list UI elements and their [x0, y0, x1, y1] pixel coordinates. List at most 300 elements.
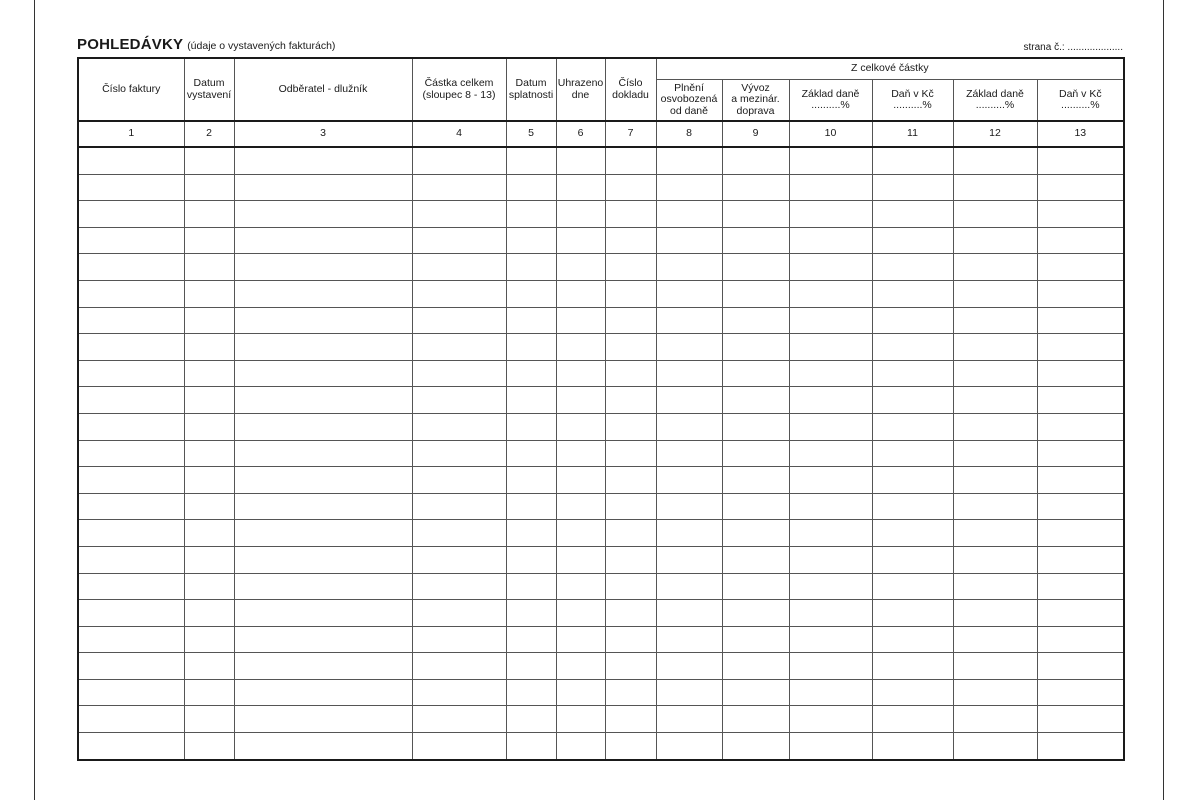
table-cell[interactable] — [78, 706, 184, 733]
table-cell[interactable] — [78, 653, 184, 680]
table-cell[interactable] — [722, 360, 789, 387]
table-cell[interactable] — [789, 147, 872, 174]
table-cell[interactable] — [506, 520, 556, 547]
table-cell[interactable] — [506, 201, 556, 228]
table-cell[interactable] — [872, 520, 953, 547]
table-cell[interactable] — [506, 413, 556, 440]
table-cell[interactable] — [872, 440, 953, 467]
table-cell[interactable] — [789, 546, 872, 573]
table-cell[interactable] — [605, 334, 656, 361]
table-cell[interactable] — [872, 360, 953, 387]
table-cell[interactable] — [184, 227, 234, 254]
table-cell[interactable] — [506, 493, 556, 520]
table-cell[interactable] — [506, 626, 556, 653]
table-cell[interactable] — [872, 600, 953, 627]
table-cell[interactable] — [234, 467, 412, 494]
table-cell[interactable] — [722, 334, 789, 361]
table-cell[interactable] — [234, 174, 412, 201]
table-cell[interactable] — [789, 227, 872, 254]
table-cell[interactable] — [234, 600, 412, 627]
table-cell[interactable] — [1037, 334, 1124, 361]
table-cell[interactable] — [412, 493, 506, 520]
table-cell[interactable] — [605, 626, 656, 653]
table-cell[interactable] — [412, 600, 506, 627]
table-cell[interactable] — [789, 733, 872, 760]
table-cell[interactable] — [656, 520, 722, 547]
table-cell[interactable] — [872, 626, 953, 653]
table-cell[interactable] — [872, 280, 953, 307]
table-cell[interactable] — [789, 706, 872, 733]
table-cell[interactable] — [78, 360, 184, 387]
table-cell[interactable] — [789, 201, 872, 228]
table-cell[interactable] — [605, 387, 656, 414]
table-cell[interactable] — [1037, 520, 1124, 547]
table-cell[interactable] — [872, 387, 953, 414]
table-cell[interactable] — [953, 227, 1037, 254]
table-cell[interactable] — [78, 573, 184, 600]
table-cell[interactable] — [78, 387, 184, 414]
table-cell[interactable] — [412, 147, 506, 174]
table-cell[interactable] — [953, 387, 1037, 414]
table-cell[interactable] — [953, 147, 1037, 174]
table-cell[interactable] — [872, 334, 953, 361]
table-cell[interactable] — [412, 706, 506, 733]
table-cell[interactable] — [605, 440, 656, 467]
table-cell[interactable] — [656, 733, 722, 760]
table-cell[interactable] — [789, 440, 872, 467]
table-cell[interactable] — [605, 653, 656, 680]
table-cell[interactable] — [722, 307, 789, 334]
table-cell[interactable] — [656, 201, 722, 228]
table-cell[interactable] — [506, 440, 556, 467]
table-cell[interactable] — [1037, 467, 1124, 494]
table-cell[interactable] — [872, 254, 953, 281]
table-cell[interactable] — [1037, 733, 1124, 760]
table-cell[interactable] — [184, 546, 234, 573]
table-cell[interactable] — [412, 679, 506, 706]
table-cell[interactable] — [953, 626, 1037, 653]
table-cell[interactable] — [506, 387, 556, 414]
table-cell[interactable] — [789, 467, 872, 494]
table-cell[interactable] — [234, 360, 412, 387]
table-cell[interactable] — [412, 174, 506, 201]
table-cell[interactable] — [872, 174, 953, 201]
table-cell[interactable] — [234, 493, 412, 520]
table-cell[interactable] — [1037, 201, 1124, 228]
table-cell[interactable] — [722, 653, 789, 680]
table-cell[interactable] — [78, 440, 184, 467]
table-cell[interactable] — [789, 600, 872, 627]
table-cell[interactable] — [412, 626, 506, 653]
table-cell[interactable] — [722, 147, 789, 174]
table-cell[interactable] — [78, 626, 184, 653]
table-cell[interactable] — [953, 733, 1037, 760]
table-cell[interactable] — [506, 653, 556, 680]
table-cell[interactable] — [184, 679, 234, 706]
table-cell[interactable] — [656, 360, 722, 387]
table-cell[interactable] — [1037, 254, 1124, 281]
table-cell[interactable] — [506, 706, 556, 733]
table-cell[interactable] — [184, 600, 234, 627]
table-cell[interactable] — [605, 413, 656, 440]
table-cell[interactable] — [556, 600, 605, 627]
table-cell[interactable] — [184, 573, 234, 600]
table-cell[interactable] — [506, 174, 556, 201]
table-cell[interactable] — [78, 413, 184, 440]
table-cell[interactable] — [789, 520, 872, 547]
table-cell[interactable] — [412, 467, 506, 494]
table-cell[interactable] — [722, 706, 789, 733]
table-cell[interactable] — [556, 653, 605, 680]
table-cell[interactable] — [506, 227, 556, 254]
table-cell[interactable] — [722, 626, 789, 653]
table-cell[interactable] — [605, 546, 656, 573]
table-cell[interactable] — [556, 520, 605, 547]
table-cell[interactable] — [953, 679, 1037, 706]
table-cell[interactable] — [953, 440, 1037, 467]
table-cell[interactable] — [506, 733, 556, 760]
table-cell[interactable] — [506, 360, 556, 387]
table-cell[interactable] — [412, 227, 506, 254]
table-cell[interactable] — [184, 626, 234, 653]
table-cell[interactable] — [412, 280, 506, 307]
table-cell[interactable] — [605, 573, 656, 600]
table-cell[interactable] — [656, 679, 722, 706]
table-cell[interactable] — [789, 254, 872, 281]
table-cell[interactable] — [722, 413, 789, 440]
table-cell[interactable] — [605, 307, 656, 334]
table-cell[interactable] — [412, 201, 506, 228]
table-cell[interactable] — [789, 573, 872, 600]
table-cell[interactable] — [506, 280, 556, 307]
table-cell[interactable] — [234, 706, 412, 733]
table-cell[interactable] — [789, 360, 872, 387]
table-cell[interactable] — [184, 334, 234, 361]
table-cell[interactable] — [656, 307, 722, 334]
table-cell[interactable] — [953, 174, 1037, 201]
table-cell[interactable] — [412, 653, 506, 680]
table-cell[interactable] — [953, 413, 1037, 440]
table-cell[interactable] — [789, 307, 872, 334]
table-cell[interactable] — [722, 440, 789, 467]
table-cell[interactable] — [556, 334, 605, 361]
table-cell[interactable] — [605, 706, 656, 733]
table-cell[interactable] — [184, 467, 234, 494]
table-cell[interactable] — [234, 413, 412, 440]
table-cell[interactable] — [556, 307, 605, 334]
table-cell[interactable] — [656, 573, 722, 600]
table-cell[interactable] — [506, 546, 556, 573]
table-cell[interactable] — [789, 387, 872, 414]
table-cell[interactable] — [556, 254, 605, 281]
table-cell[interactable] — [506, 254, 556, 281]
table-cell[interactable] — [234, 679, 412, 706]
table-cell[interactable] — [1037, 600, 1124, 627]
table-cell[interactable] — [722, 467, 789, 494]
table-cell[interactable] — [1037, 307, 1124, 334]
table-cell[interactable] — [872, 147, 953, 174]
table-cell[interactable] — [1037, 147, 1124, 174]
table-cell[interactable] — [78, 227, 184, 254]
table-cell[interactable] — [605, 600, 656, 627]
table-cell[interactable] — [953, 280, 1037, 307]
table-cell[interactable] — [234, 280, 412, 307]
table-cell[interactable] — [1037, 653, 1124, 680]
table-cell[interactable] — [184, 653, 234, 680]
table-cell[interactable] — [1037, 174, 1124, 201]
table-cell[interactable] — [722, 679, 789, 706]
table-cell[interactable] — [656, 334, 722, 361]
table-cell[interactable] — [722, 520, 789, 547]
table-cell[interactable] — [605, 254, 656, 281]
table-cell[interactable] — [872, 307, 953, 334]
table-cell[interactable] — [1037, 360, 1124, 387]
table-cell[interactable] — [234, 546, 412, 573]
table-cell[interactable] — [234, 520, 412, 547]
table-cell[interactable] — [953, 201, 1037, 228]
table-cell[interactable] — [789, 653, 872, 680]
table-cell[interactable] — [184, 733, 234, 760]
table-cell[interactable] — [953, 254, 1037, 281]
table-cell[interactable] — [506, 334, 556, 361]
table-cell[interactable] — [78, 600, 184, 627]
table-cell[interactable] — [722, 174, 789, 201]
table-cell[interactable] — [1037, 440, 1124, 467]
table-cell[interactable] — [506, 573, 556, 600]
table-cell[interactable] — [184, 706, 234, 733]
table-cell[interactable] — [556, 360, 605, 387]
table-cell[interactable] — [412, 520, 506, 547]
table-cell[interactable] — [506, 679, 556, 706]
table-cell[interactable] — [556, 626, 605, 653]
table-cell[interactable] — [506, 600, 556, 627]
table-cell[interactable] — [234, 387, 412, 414]
table-cell[interactable] — [872, 227, 953, 254]
table-cell[interactable] — [722, 227, 789, 254]
table-cell[interactable] — [234, 573, 412, 600]
table-cell[interactable] — [789, 493, 872, 520]
table-cell[interactable] — [789, 280, 872, 307]
table-cell[interactable] — [556, 413, 605, 440]
table-cell[interactable] — [556, 573, 605, 600]
table-cell[interactable] — [1037, 280, 1124, 307]
table-cell[interactable] — [234, 334, 412, 361]
table-cell[interactable] — [656, 147, 722, 174]
table-cell[interactable] — [605, 493, 656, 520]
table-cell[interactable] — [184, 387, 234, 414]
table-cell[interactable] — [1037, 227, 1124, 254]
table-cell[interactable] — [656, 440, 722, 467]
table-cell[interactable] — [953, 360, 1037, 387]
table-cell[interactable] — [656, 653, 722, 680]
column-number-2: 2 — [184, 121, 234, 147]
table-cell[interactable] — [872, 493, 953, 520]
table-cell[interactable] — [656, 706, 722, 733]
table-cell[interactable] — [953, 653, 1037, 680]
table-cell[interactable] — [656, 280, 722, 307]
table-cell[interactable] — [556, 147, 605, 174]
table-cell[interactable] — [184, 254, 234, 281]
table-cell[interactable] — [184, 201, 234, 228]
table-cell[interactable] — [722, 493, 789, 520]
table-cell[interactable] — [234, 733, 412, 760]
table-cell[interactable] — [234, 440, 412, 467]
table-cell[interactable] — [78, 467, 184, 494]
table-cell[interactable] — [556, 440, 605, 467]
table-cell[interactable] — [556, 733, 605, 760]
table-cell[interactable] — [605, 147, 656, 174]
table-cell[interactable] — [78, 733, 184, 760]
table-cell[interactable] — [605, 360, 656, 387]
table-cell[interactable] — [872, 413, 953, 440]
table-cell[interactable] — [556, 227, 605, 254]
table-cell[interactable] — [789, 413, 872, 440]
table-cell[interactable] — [953, 706, 1037, 733]
table-cell[interactable] — [722, 546, 789, 573]
table-cell[interactable] — [872, 653, 953, 680]
table-cell[interactable] — [184, 307, 234, 334]
table-cell[interactable] — [953, 546, 1037, 573]
table-cell[interactable] — [722, 733, 789, 760]
table-cell[interactable] — [1037, 706, 1124, 733]
table-cell[interactable] — [234, 254, 412, 281]
table-cell[interactable] — [184, 147, 234, 174]
table-cell[interactable] — [722, 280, 789, 307]
table-cell[interactable] — [605, 227, 656, 254]
table-cell[interactable] — [556, 201, 605, 228]
table-cell[interactable] — [412, 360, 506, 387]
table-cell[interactable] — [1037, 413, 1124, 440]
table-cell[interactable] — [78, 254, 184, 281]
table-cell[interactable] — [656, 626, 722, 653]
table-cell[interactable] — [184, 174, 234, 201]
table-cell[interactable] — [722, 573, 789, 600]
table-cell[interactable] — [953, 307, 1037, 334]
table-cell[interactable] — [656, 467, 722, 494]
table-cell[interactable] — [184, 440, 234, 467]
table-cell[interactable] — [78, 679, 184, 706]
table-cell[interactable] — [184, 520, 234, 547]
table-cell[interactable] — [656, 600, 722, 627]
table-cell[interactable] — [953, 600, 1037, 627]
table-cell[interactable] — [78, 280, 184, 307]
table-cell[interactable] — [722, 254, 789, 281]
table-cell[interactable] — [872, 201, 953, 228]
table-cell[interactable] — [789, 174, 872, 201]
table-cell[interactable] — [1037, 679, 1124, 706]
table-cell[interactable] — [656, 413, 722, 440]
table-cell[interactable] — [78, 307, 184, 334]
table-cell[interactable] — [1037, 626, 1124, 653]
table-cell[interactable] — [556, 387, 605, 414]
table-cell[interactable] — [412, 307, 506, 334]
table-cell[interactable] — [234, 307, 412, 334]
table-cell[interactable] — [506, 307, 556, 334]
table-cell[interactable] — [412, 733, 506, 760]
table-cell[interactable] — [605, 467, 656, 494]
table-cell[interactable] — [789, 334, 872, 361]
table-cell[interactable] — [78, 520, 184, 547]
table-cell[interactable] — [872, 733, 953, 760]
table-cell[interactable] — [412, 573, 506, 600]
table-cell[interactable] — [872, 679, 953, 706]
table-cell[interactable] — [184, 413, 234, 440]
table-cell[interactable] — [78, 201, 184, 228]
table-cell[interactable] — [412, 334, 506, 361]
table-cell[interactable] — [78, 334, 184, 361]
table-cell[interactable] — [722, 387, 789, 414]
table-cell[interactable] — [605, 201, 656, 228]
table-cell[interactable] — [234, 626, 412, 653]
table-cell[interactable] — [605, 733, 656, 760]
table-cell[interactable] — [1037, 573, 1124, 600]
table-cell[interactable] — [722, 600, 789, 627]
table-cell[interactable] — [1037, 387, 1124, 414]
table-cell[interactable] — [556, 546, 605, 573]
table-cell[interactable] — [789, 679, 872, 706]
table-cell[interactable] — [556, 493, 605, 520]
table-cell[interactable] — [78, 493, 184, 520]
table-cell[interactable] — [412, 546, 506, 573]
table-cell[interactable] — [953, 334, 1037, 361]
table-cell[interactable] — [78, 546, 184, 573]
table-cell[interactable] — [656, 546, 722, 573]
table-cell[interactable] — [872, 706, 953, 733]
table-cell[interactable] — [234, 653, 412, 680]
table-cell[interactable] — [872, 467, 953, 494]
table-cell[interactable] — [605, 520, 656, 547]
table-cell[interactable] — [412, 387, 506, 414]
table-cell[interactable] — [556, 174, 605, 201]
table-cell[interactable] — [872, 573, 953, 600]
table-cell[interactable] — [656, 387, 722, 414]
table-cell[interactable] — [78, 174, 184, 201]
table-cell[interactable] — [412, 254, 506, 281]
table-cell[interactable] — [556, 280, 605, 307]
table-cell[interactable] — [556, 706, 605, 733]
table-cell[interactable] — [656, 254, 722, 281]
table-cell[interactable] — [656, 227, 722, 254]
table-cell[interactable] — [184, 360, 234, 387]
table-cell[interactable] — [184, 493, 234, 520]
table-cell[interactable] — [412, 440, 506, 467]
table-cell[interactable] — [556, 679, 605, 706]
table-cell[interactable] — [234, 227, 412, 254]
table-cell[interactable] — [656, 174, 722, 201]
table-cell[interactable] — [184, 280, 234, 307]
table-cell[interactable] — [234, 147, 412, 174]
table-cell[interactable] — [1037, 546, 1124, 573]
table-cell[interactable] — [872, 546, 953, 573]
table-cell[interactable] — [78, 147, 184, 174]
table-cell[interactable] — [412, 413, 506, 440]
table-cell[interactable] — [506, 467, 556, 494]
table-cell[interactable] — [953, 493, 1037, 520]
table-cell[interactable] — [605, 280, 656, 307]
table-cell[interactable] — [953, 467, 1037, 494]
table-cell[interactable] — [722, 201, 789, 228]
table-cell[interactable] — [506, 147, 556, 174]
table-cell[interactable] — [656, 493, 722, 520]
table-cell[interactable] — [789, 626, 872, 653]
table-cell[interactable] — [605, 174, 656, 201]
table-cell[interactable] — [1037, 493, 1124, 520]
table-cell[interactable] — [953, 520, 1037, 547]
table-cell[interactable] — [953, 573, 1037, 600]
table-cell[interactable] — [556, 467, 605, 494]
table-cell[interactable] — [605, 679, 656, 706]
table-cell[interactable] — [234, 201, 412, 228]
